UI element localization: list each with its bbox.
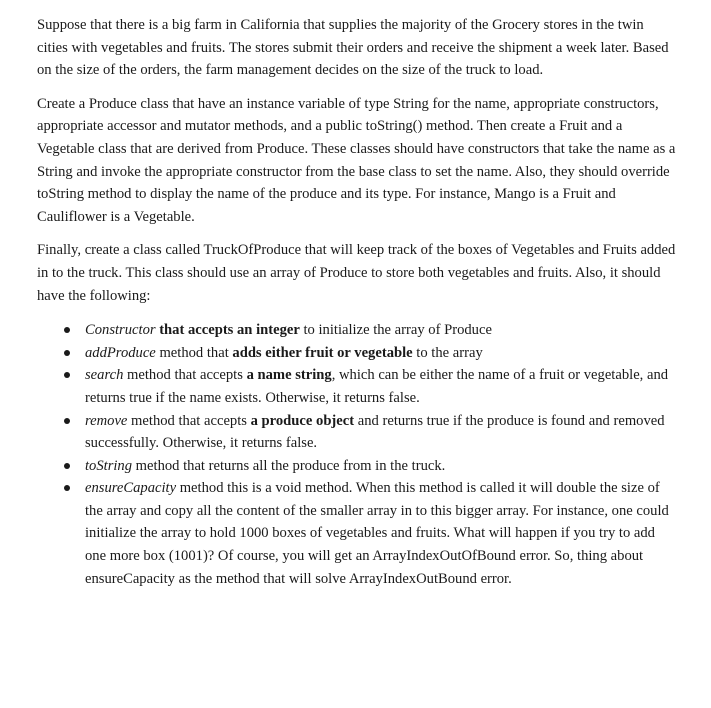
emphasis: adds either fruit or vegetable <box>232 344 413 361</box>
description: method that returns all the produce from in the truck. <box>132 457 446 474</box>
description: , which can be either the name of a fruit or vegetable, and returns true if the name exists. Otherwise, it returns false. <box>85 367 669 406</box>
list-item-addproduce <box>85 342 677 365</box>
list-item-remove <box>85 410 677 455</box>
method-name: toString <box>85 457 133 474</box>
list-item-ensurecapacity <box>85 477 677 590</box>
description-prefix: method that accepts <box>127 412 251 429</box>
intro-paragraph: Suppose that there is a big farm in California that supplies the majority of the Grocery stores in the twin cities with vegetables and fruits. The stores submit their orders and receive the shipment a week later. Based on the size of the orders, the farm management decides on the size of the truck to load. <box>37 17 669 79</box>
emphasis: a produce object <box>250 412 355 429</box>
list-item-constructor <box>85 319 677 342</box>
description: and returns true if the produce is found and removed successfully. Otherwise, it returns false. <box>85 412 665 452</box>
method-name: search <box>85 367 124 384</box>
method-name: addProduce <box>85 344 156 361</box>
produce-class-paragraph: Create a Produce class that have an instance variable of type String for the name, appropriate constructors, appropriate accessor and mutator methods, and a public toString() method. Then create a Fruit and a Vegetable class that are derived from Produce. These classes should have constructors that take the name as a String and invoke the appropriate constructor from the base class to set the name. Also, they should override toString method to display the name of the produce and its type. For instance, Mango is a Fruit and Cauliflower is a Vegetable. <box>37 95 676 225</box>
emphasis: a name string <box>246 367 332 384</box>
list-item-search <box>85 364 677 409</box>
method-name: remove <box>85 412 128 429</box>
list-item-tostring <box>85 455 677 478</box>
description: to the array <box>412 344 483 361</box>
method-name: ensureCapacity <box>85 480 177 497</box>
document-body <box>37 14 677 590</box>
method-name: Constructor <box>85 322 156 339</box>
description: method this is a void method. When this method is called it will double the size of the array and copy all the content of the smaller array in to this bigger array. For instance, one could initialize the array to hold 1000 boxes of vegetables and fruits. What will happen if you try to add one more box (1001)? Of course, you will get an ArrayIndexOutOfBound error. So, thing about ensureCapacity as the method that will solve ArrayIndexOutBound error. <box>85 480 669 587</box>
description-prefix: method that <box>155 344 233 361</box>
truck-class-paragraph: Finally, create a class called TruckOfProduce that will keep track of the boxes of Vegetables and Fruits added in to the truck. This class should use an array of Produce to store both vegetables and fruits. Also, it should have the following: <box>37 242 676 304</box>
description: to initialize the array of Produce <box>299 322 492 339</box>
description-prefix: method that accepts <box>123 367 247 384</box>
emphasis: that accepts an integer <box>155 322 300 339</box>
requirements-list <box>37 319 677 590</box>
